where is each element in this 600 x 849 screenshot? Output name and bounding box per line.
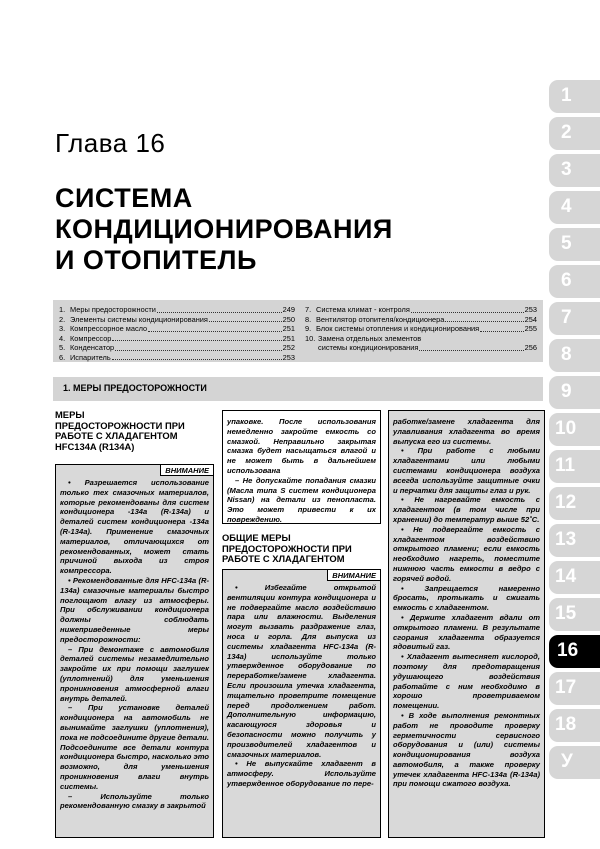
- paragraph: • Не нагревайте емкость с хладагентом (в том числе при хранении) до температур выше 52˚С.: [393, 495, 540, 524]
- paragraph: – При установке деталей кондиционера на автомобиль не вынимайте заглушки (уплотнения), пока не подсоедините другие детали. Подсоедините все детали контура кондиционера быстро, насколько это возможно, для уменьшения проникновения влаги внутрь системы.: [60, 703, 210, 791]
- toc-page: 253: [282, 352, 295, 362]
- col1-heading: [55, 410, 185, 452]
- toc-title: Система климат - контроля: [316, 305, 410, 314]
- tab-label: 1: [561, 85, 572, 106]
- toc-page: 250: [282, 314, 295, 324]
- chapter-tab-1[interactable]: [549, 80, 600, 113]
- toc-number: 9.: [305, 324, 312, 333]
- tab-label: 15: [555, 603, 577, 624]
- paragraph: – При демонтаже с автомобиля деталей системы незамедлительно закройте их при помощи заглушек (уплотнений) для уменьшения проникновения атмосферной влаги внутрь деталей.: [60, 644, 209, 703]
- chapter-label: Глава 16: [55, 128, 166, 158]
- toc-title: Элементы системы кондиционирования: [70, 314, 208, 324]
- tab-label: 9: [561, 381, 572, 402]
- col2-text: [227, 583, 376, 789]
- chapter-tab-8[interactable]: [549, 339, 600, 372]
- toc-entry[interactable]: [59, 324, 295, 334]
- page-title: [55, 183, 393, 276]
- warning-badge: ВНИМАНИЕ: [160, 464, 214, 476]
- col2-top-box: [222, 410, 381, 524]
- paragraph: • При работе с любыми хладагентами или любыми системами кондиционера воздуха всегда используйте защитные очки и перчатки для защиты глаз и рук.: [393, 446, 540, 495]
- paragraph: – Используйте только рекомендованную смазку в закрытой: [60, 791, 209, 811]
- toc-title: Компрессор: [70, 333, 112, 343]
- chapter-tab-14[interactable]: [549, 561, 600, 594]
- toc-entry[interactable]: [305, 305, 537, 315]
- tab-label: 14: [555, 566, 577, 587]
- toc-entry[interactable]: [59, 305, 295, 315]
- col3-text: [393, 417, 540, 789]
- paragraph: • Держите хладагент вдали от открытого пламени. В результате сгорания хладагента образуется ядовитый газ.: [393, 612, 540, 652]
- paragraph: упаковке. После использования немедленно закройте емкость со смазкой. Неправильно закрытая смазка будет насыщаться влагой и не может быть в дальнейшем использована: [227, 417, 376, 475]
- chapter-tab-12[interactable]: [549, 487, 600, 520]
- title-line-2: КОНДИЦИОНИРОВАНИЯ: [55, 214, 393, 244]
- heading-line: ПРЕДОСТОРОЖНОСТИ ПРИ: [55, 419, 185, 431]
- toc-page: 252: [282, 343, 295, 352]
- toc-title: Испаритель: [70, 352, 111, 362]
- toc-page: 254: [524, 314, 537, 324]
- toc-number: 10.: [305, 333, 316, 343]
- toc-number: 6.: [59, 352, 66, 362]
- toc-left-column: [59, 305, 295, 362]
- section-header: [53, 377, 543, 401]
- toc-number: 4.: [59, 333, 66, 343]
- toc-number: 2.: [59, 314, 66, 324]
- chapter-tab-13[interactable]: [549, 524, 600, 557]
- paragraph: • В ходе выполнения ремонтных работ не проводите проверку герметичности сервисного оборудования и (или) системы кондиционирования воздуха автомобиля, а также проверку утечек хладагента HFC-134a (R-134a) при помощи сжатого воздуха.: [393, 710, 540, 789]
- chapter-tab-10[interactable]: [549, 413, 600, 446]
- tab-label: 12: [555, 492, 577, 513]
- tab-label: 5: [561, 233, 572, 254]
- tab-label: 11: [555, 455, 576, 476]
- toc-leader: [112, 340, 281, 341]
- col2-top-text: [227, 417, 376, 525]
- toc-number: 7.: [305, 305, 312, 314]
- warning-box-2: [222, 569, 381, 838]
- paragraph: • Хладагент вытесняет кислород, поэтому для предотвращения удушающего воздействия работайте с ним необходимо в хорошо проветриваемом помещении.: [393, 652, 540, 711]
- paragraph: • Запрещается намеренно бросать, протыкать и сжигать емкость с хладагентом.: [393, 583, 540, 613]
- chapter-tab-9[interactable]: [549, 376, 600, 409]
- tab-label: 8: [561, 344, 572, 365]
- tab-label: 6: [561, 270, 572, 291]
- toc-leader: [115, 350, 281, 351]
- paragraph: работке/замене хладагента для улавливания хладагента во время выпуска его из системы.: [393, 417, 540, 446]
- warning-box-1: [55, 464, 214, 838]
- toc-leader: [445, 321, 523, 322]
- col2-heading: [222, 533, 352, 565]
- toc-entry[interactable]: [59, 343, 295, 353]
- tab-label: 16: [557, 640, 579, 661]
- toc-title: Вентилятор отопителя/кондиционера: [316, 314, 445, 324]
- warning-box-3: [388, 410, 545, 838]
- tab-label: 4: [561, 196, 572, 217]
- toc-entry[interactable]: [305, 324, 537, 334]
- toc-entry[interactable]: [305, 334, 537, 344]
- toc-entry[interactable]: [59, 334, 295, 344]
- warning-badge: ВНИМАНИЕ: [327, 569, 381, 581]
- toc-leader: [209, 321, 282, 322]
- heading-line: РАБОТЕ С ХЛАДАГЕНТОМ: [55, 430, 178, 441]
- toc-leader: [419, 350, 523, 351]
- toc-leader: [411, 312, 524, 313]
- toc-right-column: [305, 305, 537, 353]
- toc-title: системы кондиционирования: [318, 343, 419, 352]
- toc-title: Меры предосторожности: [70, 305, 156, 314]
- tab-label: 3: [561, 159, 572, 180]
- toc-entry[interactable]: [59, 353, 295, 363]
- toc-number: 5.: [59, 343, 66, 352]
- toc-number: 3.: [59, 324, 66, 333]
- toc-page: 251: [282, 324, 295, 333]
- heading-line: МЕРЫ: [55, 409, 85, 420]
- toc-title: Блок системы отопления и кондиционирования: [316, 324, 480, 333]
- toc-leader: [157, 312, 282, 313]
- toc-leader: [480, 331, 523, 332]
- tab-label: 10: [555, 418, 577, 439]
- title-line-3: И ОТОПИТЕЛЬ: [55, 245, 257, 275]
- chapter-tab-17[interactable]: [549, 672, 600, 705]
- table-of-contents: [53, 300, 543, 362]
- chapter-tab-5[interactable]: [549, 228, 600, 261]
- chapter-tab-6[interactable]: [549, 265, 600, 298]
- paragraph: • Разрешается использование только тех смазочных материалов, которые рекомендованы для систем кондиционера -134a (R-134a) и деталей систем кондиционера -134a (R-134a). Применение смазочных материалов, отличающихся от рекомендованных, может стать причиной выхода из строя компрессора.: [60, 478, 209, 576]
- toc-entry-continued[interactable]: [305, 343, 537, 353]
- toc-page: 256: [524, 343, 537, 352]
- toc-page: 249: [282, 305, 295, 314]
- toc-number: 1.: [59, 305, 66, 314]
- toc-title: Конденсатор: [70, 343, 115, 352]
- chapter-tab-index[interactable]: [549, 746, 600, 779]
- col1-text: [60, 478, 209, 811]
- paragraph: • Не выпускайте хладагент в атмосферу. Используйте утвержденное оборудование по пере-: [227, 759, 376, 788]
- chapter-tab-16-active[interactable]: [549, 635, 600, 668]
- toc-entry[interactable]: [305, 315, 537, 325]
- toc-page: 255: [524, 324, 537, 333]
- tab-label: 17: [555, 677, 577, 698]
- section-header-text: 1. МЕРЫ ПРЕДОСТОРОЖНОСТИ: [63, 383, 207, 393]
- toc-leader: [148, 331, 281, 332]
- heading-line: РАБОТЕ С ХЛАДАГЕНТОМ: [222, 553, 345, 564]
- chapter-tab-3[interactable]: [549, 154, 600, 187]
- toc-page: 253: [524, 305, 537, 314]
- chapter-tab-15[interactable]: [549, 598, 600, 631]
- chapter-tab-2[interactable]: [549, 117, 600, 150]
- tab-label: 13: [555, 529, 577, 550]
- chapter-tab-4[interactable]: [549, 191, 600, 224]
- tab-label: У: [561, 751, 573, 772]
- tab-label: 18: [555, 714, 577, 735]
- paragraph: • Рекомендованные для HFC-134a (R-134a) смазочные материалы быстро поглощают влагу из атмосферы. При обслуживании кондиционера должны соблюдать нижеприведенные меры предосторожности:: [60, 575, 209, 644]
- title-line-1: СИСТЕМА: [55, 183, 193, 213]
- tab-label: 2: [561, 122, 572, 143]
- heading-line: ОБЩИЕ МЕРЫ: [222, 532, 291, 543]
- toc-number: 8.: [305, 314, 312, 324]
- toc-page: 251: [282, 333, 295, 343]
- paragraph: • Не подвергайте емкость с хладагентом воздействию открытого пламени; если емкость необходимо нагреть, поместите нижнюю часть емкости в ведро с горячей водой.: [393, 524, 540, 583]
- paragraph: • Избегайте открытой вентиляции контура кондиционера и не подвергайте масло воздействию пара или влажности. Выделения могут вызвать раздражение глаз, носа и горла. Для выпуска из системы хладагента HFC-134a (R-134a) используйте только утвержденное оборудование по переработке/замене хладагента. Если произошла утечка хладагента, тщательно проветрите помещение перед продолжением работ. Дополнительную информацию, касающуюся здоровья и безопасности можно получить у производителей хладагентов и смазочных материалов.: [227, 583, 376, 759]
- tab-label: 7: [561, 307, 572, 328]
- toc-leader: [112, 359, 282, 360]
- toc-title: Компрессорное масло: [70, 324, 148, 333]
- toc-title: Замена отдельных элементов: [318, 333, 422, 343]
- heading-line: HFC134A (R134A): [55, 440, 135, 452]
- chapter-tab-18[interactable]: [549, 709, 600, 742]
- chapter-tab-7[interactable]: [549, 302, 600, 335]
- paragraph: – Не допускайте попадания смазки (Масла типа S систем кондиционера Nissan) на детали из пенопласта. Это может привести к их повреждению.: [227, 475, 376, 524]
- chapter-tab-11[interactable]: [549, 450, 600, 483]
- heading-line: ПРЕДОСТОРОЖНОСТИ ПРИ: [222, 542, 352, 554]
- toc-entry[interactable]: [59, 315, 295, 325]
